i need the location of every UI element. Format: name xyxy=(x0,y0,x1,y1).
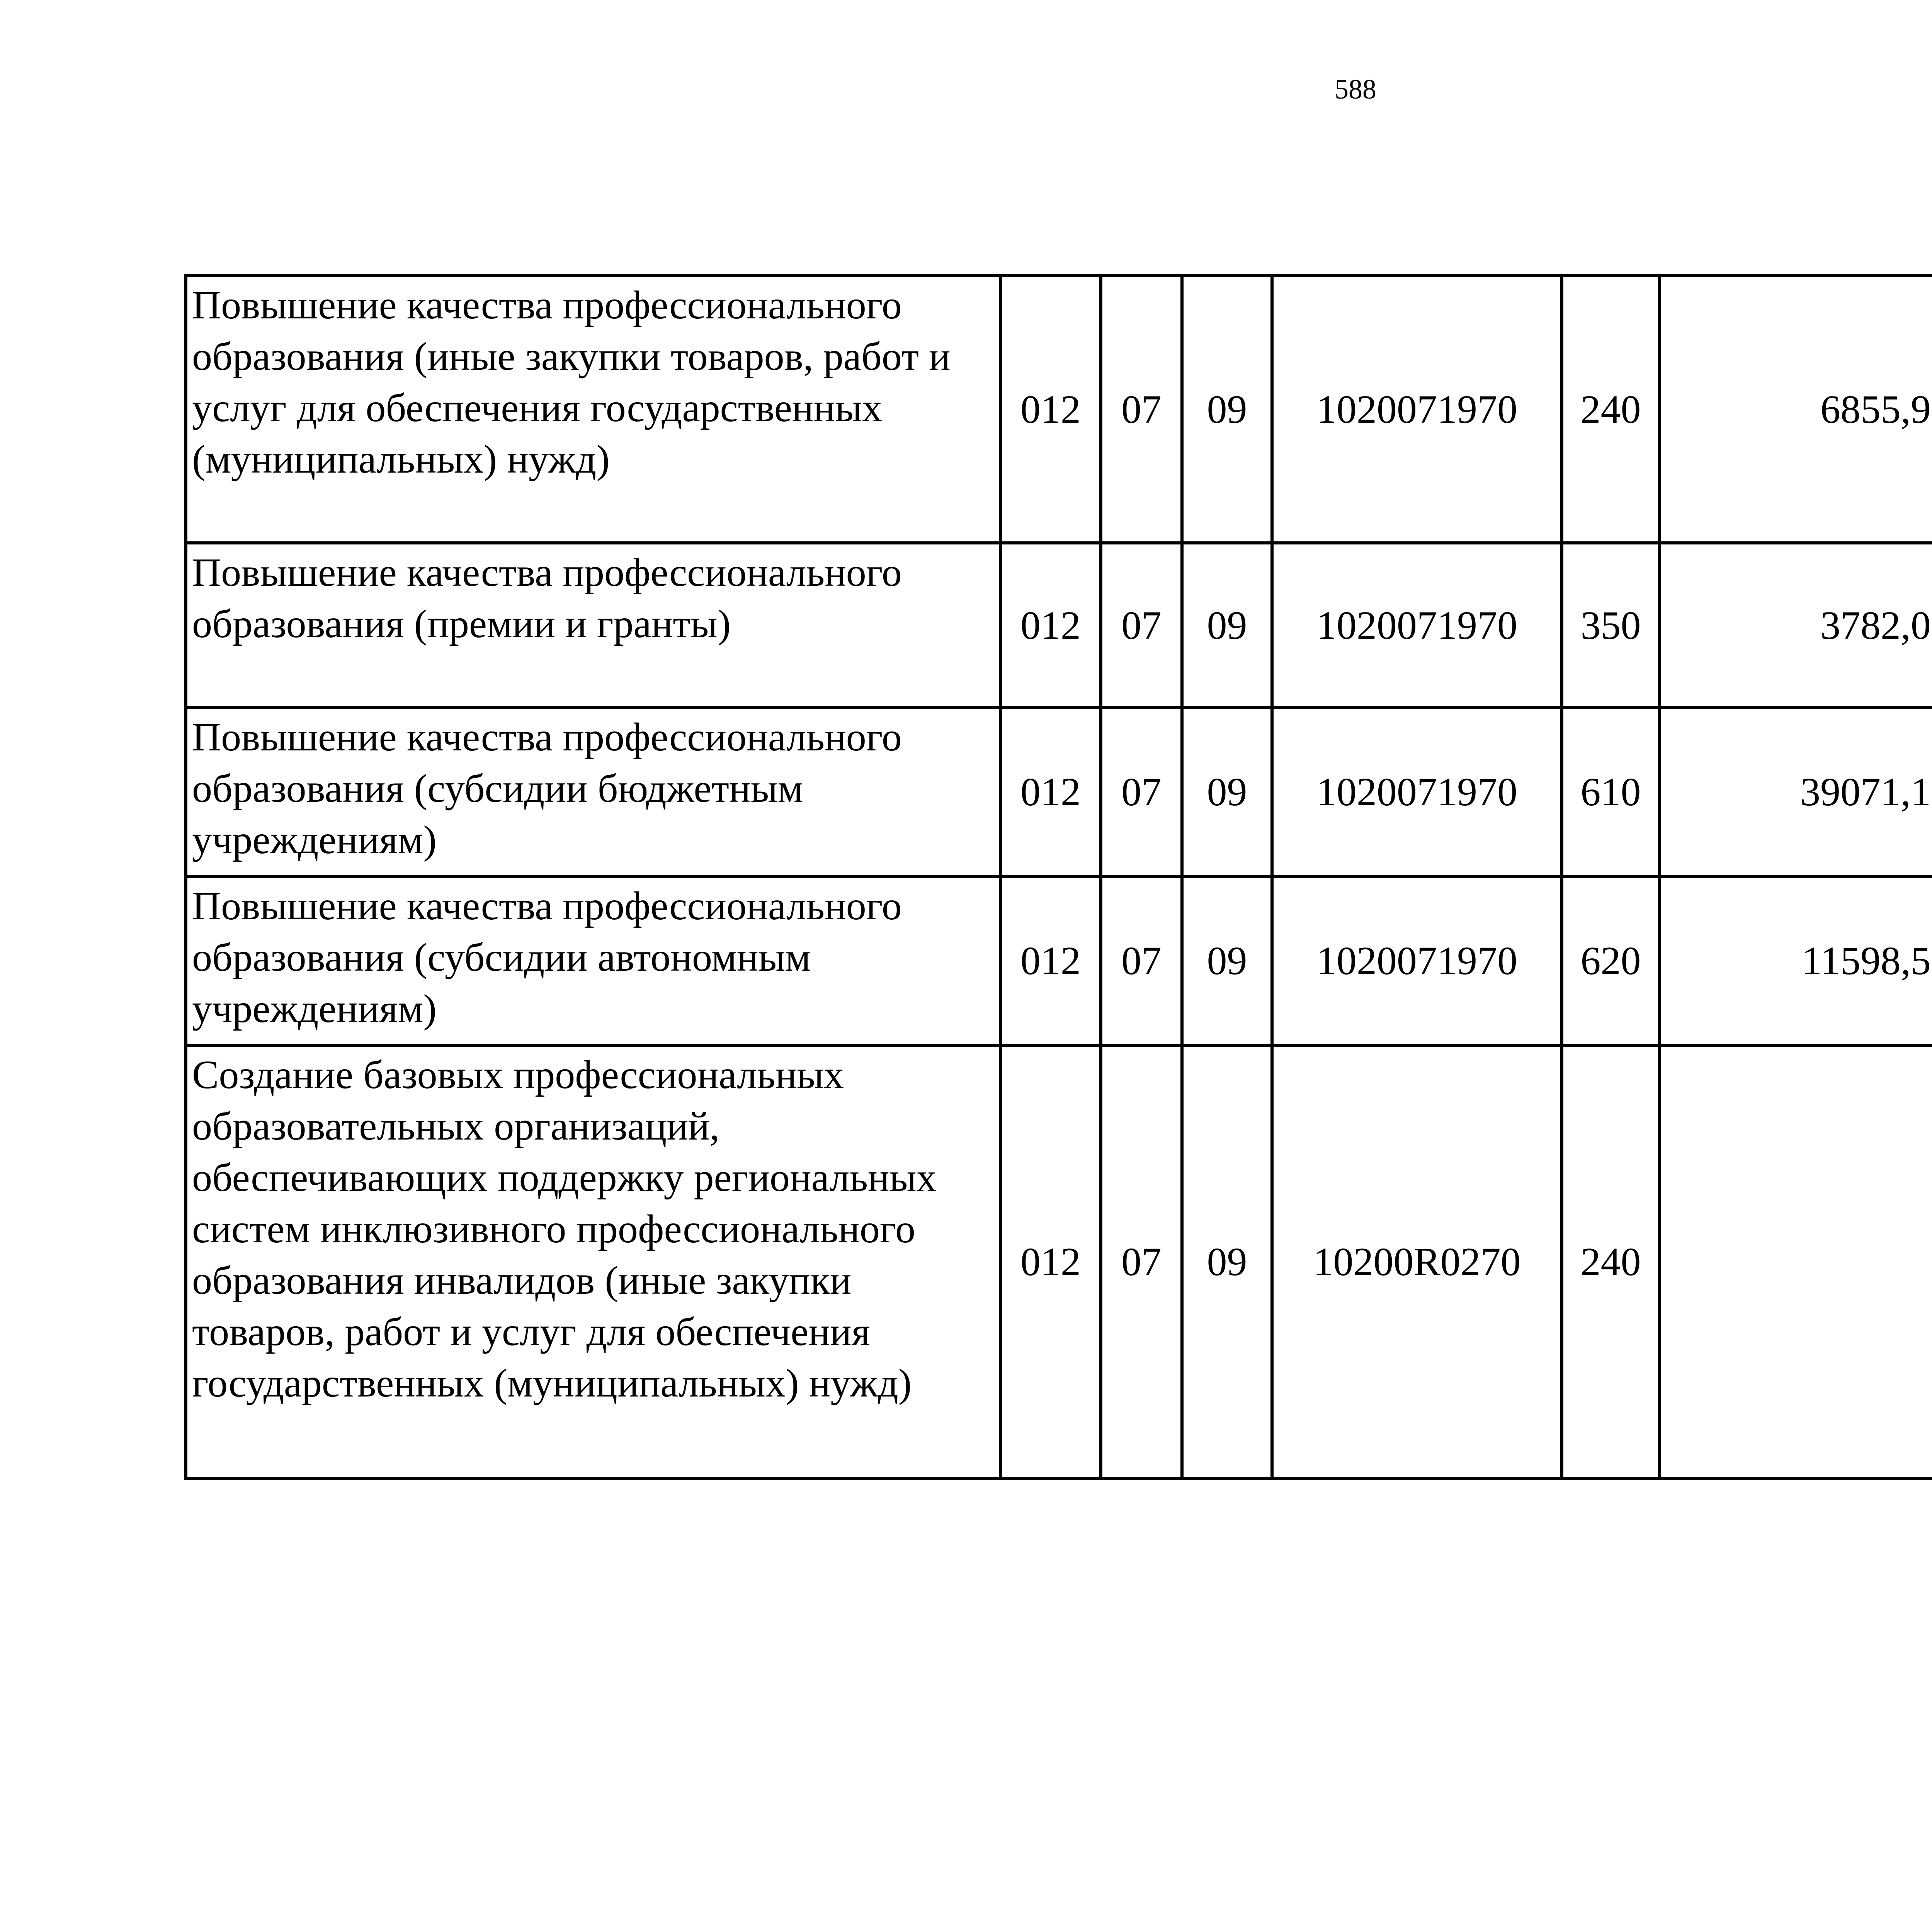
table-row xyxy=(186,1045,1932,1478)
section-code-cell: 07 xyxy=(1101,876,1182,1045)
ministry-code-cell: 012 xyxy=(1000,276,1101,543)
table-row xyxy=(186,276,1932,543)
sum-cell-1: 6855,9 xyxy=(1660,276,1932,543)
page-number: 588 xyxy=(1335,74,1376,105)
sum-cell-1: 11598,5 xyxy=(1660,876,1932,1045)
section-code-cell: 07 xyxy=(1101,543,1182,708)
expense-type-cell: 620 xyxy=(1562,876,1660,1045)
subsection-code-cell: 09 xyxy=(1182,708,1272,876)
expense-name-cell: Повышение качества профессионального образования (премии и гранты) xyxy=(186,543,1000,708)
ministry-code-cell: 012 xyxy=(1000,543,1101,708)
table-row xyxy=(186,543,1932,708)
expense-type-cell: 610 xyxy=(1562,708,1660,876)
section-code-cell: 07 xyxy=(1101,708,1182,876)
target-article-cell: 1020071970 xyxy=(1272,876,1562,1045)
expense-type-cell: 350 xyxy=(1562,543,1660,708)
ministry-code-cell: 012 xyxy=(1000,1045,1101,1478)
ministry-code-cell: 012 xyxy=(1000,876,1101,1045)
table-row xyxy=(186,876,1932,1045)
expense-name-cell: Повышение качества профессионального образования (субсидии бюджетным учреждениям) xyxy=(186,708,1000,876)
target-article-cell: 10200R0270 xyxy=(1272,1045,1562,1478)
budget-table xyxy=(184,274,1932,1480)
subsection-code-cell: 09 xyxy=(1182,1045,1272,1478)
ministry-code-cell: 012 xyxy=(1000,708,1101,876)
expense-name-cell: Повышение качества профессионального образования (субсидии автономным учреждениям) xyxy=(186,876,1000,1045)
subsection-code-cell: 09 xyxy=(1182,543,1272,708)
sum-cell-1: 39071,1 xyxy=(1660,708,1932,876)
sum-cell-1 xyxy=(1660,1045,1932,1478)
section-code-cell: 07 xyxy=(1101,276,1182,543)
table-row xyxy=(186,708,1932,876)
subsection-code-cell: 09 xyxy=(1182,276,1272,543)
expense-name-cell: Повышение качества профессионального образования (иные закупки товаров, работ и услуг для обеспечения государственных (муниципальных) нужд) xyxy=(186,276,1000,543)
expense-type-cell: 240 xyxy=(1562,276,1660,543)
subsection-code-cell: 09 xyxy=(1182,876,1272,1045)
expense-type-cell: 240 xyxy=(1562,1045,1660,1478)
target-article-cell: 1020071970 xyxy=(1272,708,1562,876)
sum-cell-1: 3782,0 xyxy=(1660,543,1932,708)
target-article-cell: 1020071970 xyxy=(1272,543,1562,708)
target-article-cell: 1020071970 xyxy=(1272,276,1562,543)
expense-name-cell: Создание базовых профессиональных образовательных организаций, обеспечивающих поддержку региональных систем инклюзивного профессионального образования инвалидов (иные закупки товаров, работ и услуг для обеспечения государственных (муниципальных) нужд) xyxy=(186,1045,1000,1478)
section-code-cell: 07 xyxy=(1101,1045,1182,1478)
